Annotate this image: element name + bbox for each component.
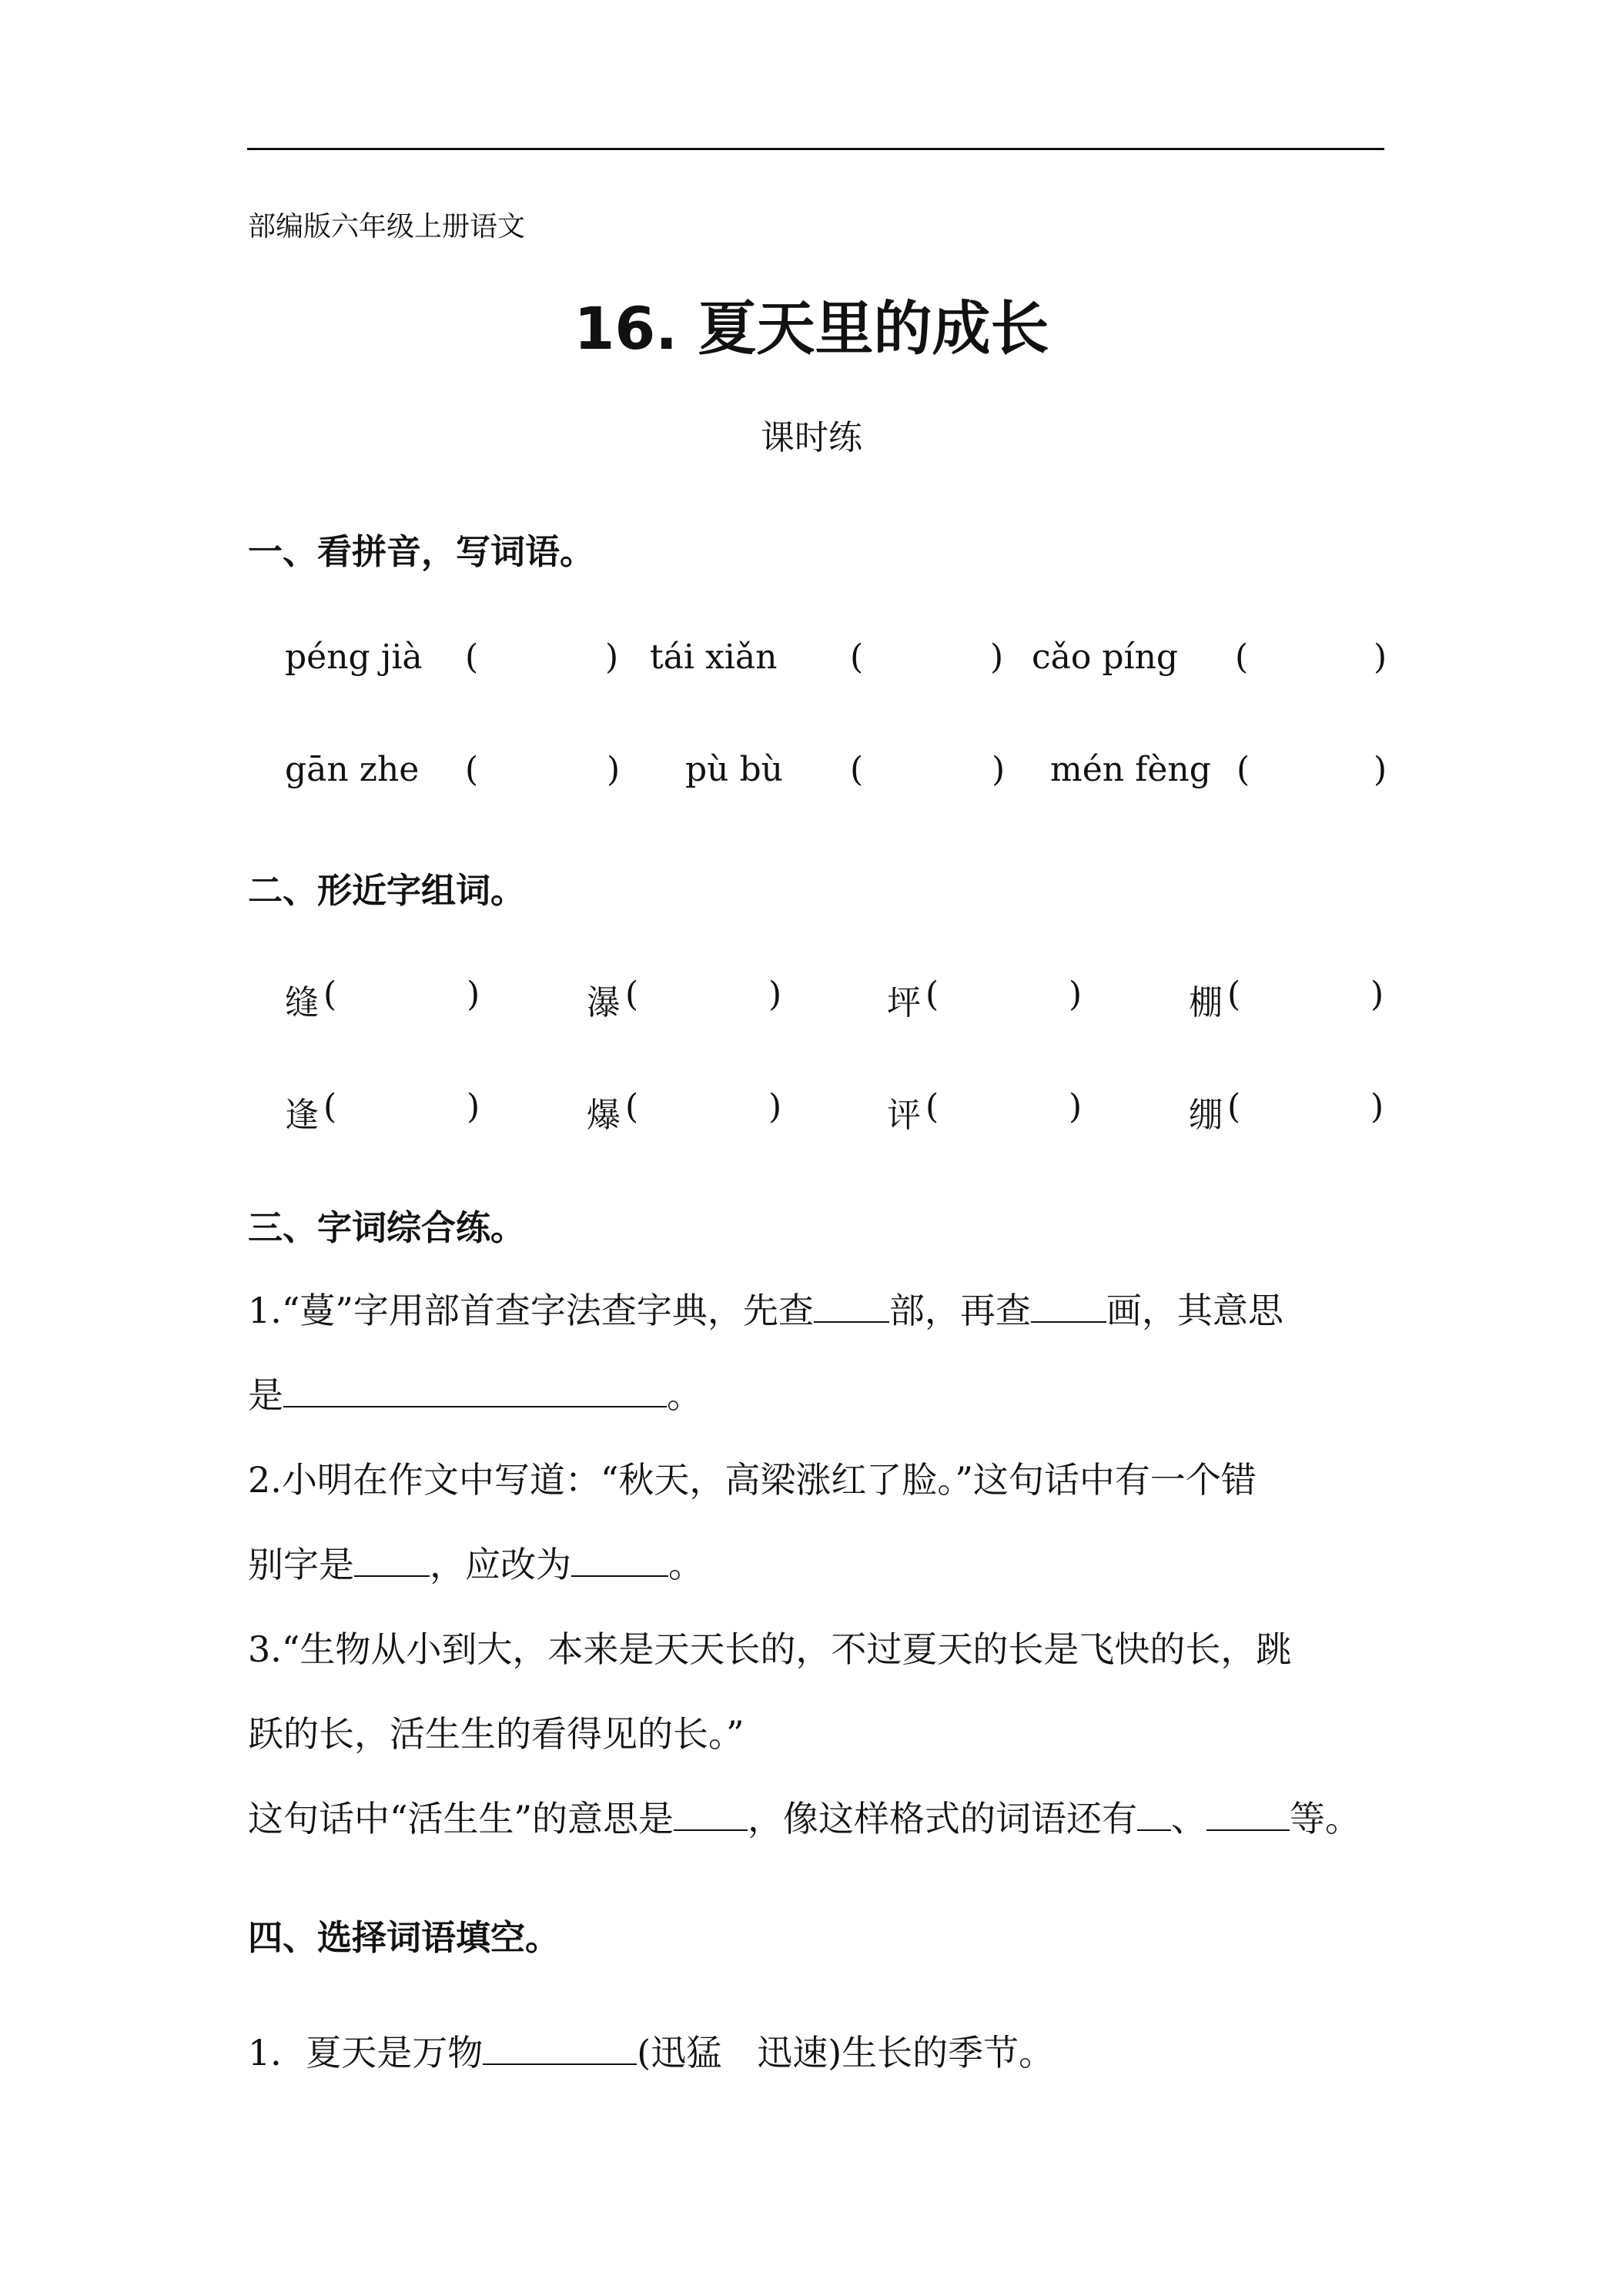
question-3-3-line-2	[248, 1706, 745, 1757]
close-paren: )	[1370, 1087, 1384, 1126]
char-item: 绷	[1189, 1096, 1223, 1135]
answer-blank[interactable]	[283, 1375, 667, 1407]
close-paren: )	[768, 975, 782, 1014]
answer-blank[interactable]	[571, 1545, 668, 1577]
question-3-1-line-2	[248, 1367, 702, 1418]
open-paren: (	[925, 975, 939, 1014]
section-1-heading: 一、看拼音，写词语。	[248, 531, 595, 572]
text: 等。	[1290, 1798, 1361, 1839]
close-paren: )	[990, 638, 1004, 677]
question-3-3-line-1	[248, 1622, 1291, 1672]
text: 、	[1171, 1798, 1207, 1839]
pinyin-item: mén fèng	[1050, 750, 1211, 789]
open-paren: (	[323, 1087, 337, 1126]
pinyin-item: cǎo píng	[1032, 638, 1179, 677]
text: 1.“蔓”字用部首查字法查字典，先查	[248, 1290, 814, 1331]
pinyin-item: gān zhe	[285, 750, 420, 789]
open-paren: (	[465, 750, 479, 789]
section-2-heading: 二、形近字组词。	[248, 870, 526, 911]
pinyin-item: tái xiǎn	[650, 638, 778, 677]
open-paren: (	[323, 975, 337, 1014]
text: 这句话中“活生生”的意思是	[248, 1798, 674, 1839]
pinyin-item: pù bù	[685, 750, 783, 789]
char-item: 缝	[285, 983, 319, 1022]
open-paren: (	[625, 1087, 639, 1126]
page-subtitle: 课时练	[761, 418, 862, 457]
char-item: 棚	[1189, 983, 1223, 1022]
open-paren: (	[925, 1087, 939, 1126]
char-item: 逢	[285, 1096, 319, 1135]
open-paren: (	[850, 638, 864, 677]
open-paren: (	[1227, 1087, 1241, 1126]
text: 2.小明在作文中写道：“秋天，高梁涨红了脸。”这句话中有一个错	[248, 1459, 1257, 1501]
text: 3.“生物从小到大，本来是天天长的，不过夏天的长是飞快的长，跳	[248, 1628, 1292, 1670]
open-paren: (	[625, 975, 639, 1014]
text: 别字是	[248, 1544, 354, 1585]
page-title: 16. 夏天里的成长	[574, 294, 1049, 363]
close-paren: )	[992, 750, 1006, 789]
close-paren: )	[1069, 975, 1083, 1014]
open-paren: (	[465, 638, 479, 677]
answer-blank[interactable]	[483, 2033, 637, 2065]
char-item: 瀑	[587, 983, 621, 1022]
question-3-3-line-3	[248, 1791, 1360, 1842]
text: 1．夏天是万物	[248, 2032, 484, 2073]
close-paren: )	[1069, 1087, 1083, 1126]
answer-blank[interactable]	[1137, 1799, 1171, 1831]
text: ，像这样格式的词语还有	[748, 1798, 1138, 1839]
question-4-1	[248, 2025, 1054, 2076]
pinyin-item: péng jià	[285, 638, 423, 677]
question-3-1-line-1	[248, 1283, 1283, 1334]
close-paren: )	[1374, 750, 1387, 789]
char-item: 评	[887, 1096, 921, 1135]
section-4-heading: 四、选择词语填空。	[248, 1917, 561, 1958]
open-paren: (	[1235, 638, 1249, 677]
close-paren: )	[467, 1087, 480, 1126]
text: ，应改为	[430, 1544, 571, 1585]
open-paren: (	[1227, 975, 1241, 1014]
char-item: 爆	[587, 1096, 621, 1135]
text: (迅猛 迅速)生长的季节。	[637, 2032, 1055, 2073]
close-paren: )	[1374, 638, 1387, 677]
answer-blank[interactable]	[814, 1290, 889, 1323]
text: 是	[248, 1374, 283, 1416]
text: 画，其意思	[1106, 1290, 1283, 1331]
close-paren: )	[467, 975, 480, 1014]
header-rule	[247, 148, 1384, 150]
question-3-2-line-1	[248, 1452, 1257, 1503]
text: 部，再查	[888, 1290, 1031, 1331]
open-paren: (	[1236, 750, 1250, 789]
answer-blank[interactable]	[1031, 1290, 1106, 1323]
close-paren: )	[1370, 975, 1384, 1014]
close-paren: )	[605, 638, 619, 677]
section-3-heading: 三、字词综合练。	[248, 1207, 526, 1248]
text: 。	[667, 1374, 702, 1416]
char-item: 坪	[887, 983, 921, 1022]
header-label: 部编版六年级上册语文	[248, 211, 526, 243]
close-paren: )	[607, 750, 621, 789]
text: 。	[668, 1544, 704, 1585]
answer-blank[interactable]	[354, 1545, 430, 1577]
close-paren: )	[768, 1087, 782, 1126]
text: 跃的长，活生生的看得见的长。”	[248, 1713, 745, 1755]
open-paren: (	[850, 750, 864, 789]
question-3-2-line-2	[248, 1537, 704, 1588]
answer-blank[interactable]	[1206, 1799, 1290, 1831]
answer-blank[interactable]	[674, 1799, 748, 1831]
